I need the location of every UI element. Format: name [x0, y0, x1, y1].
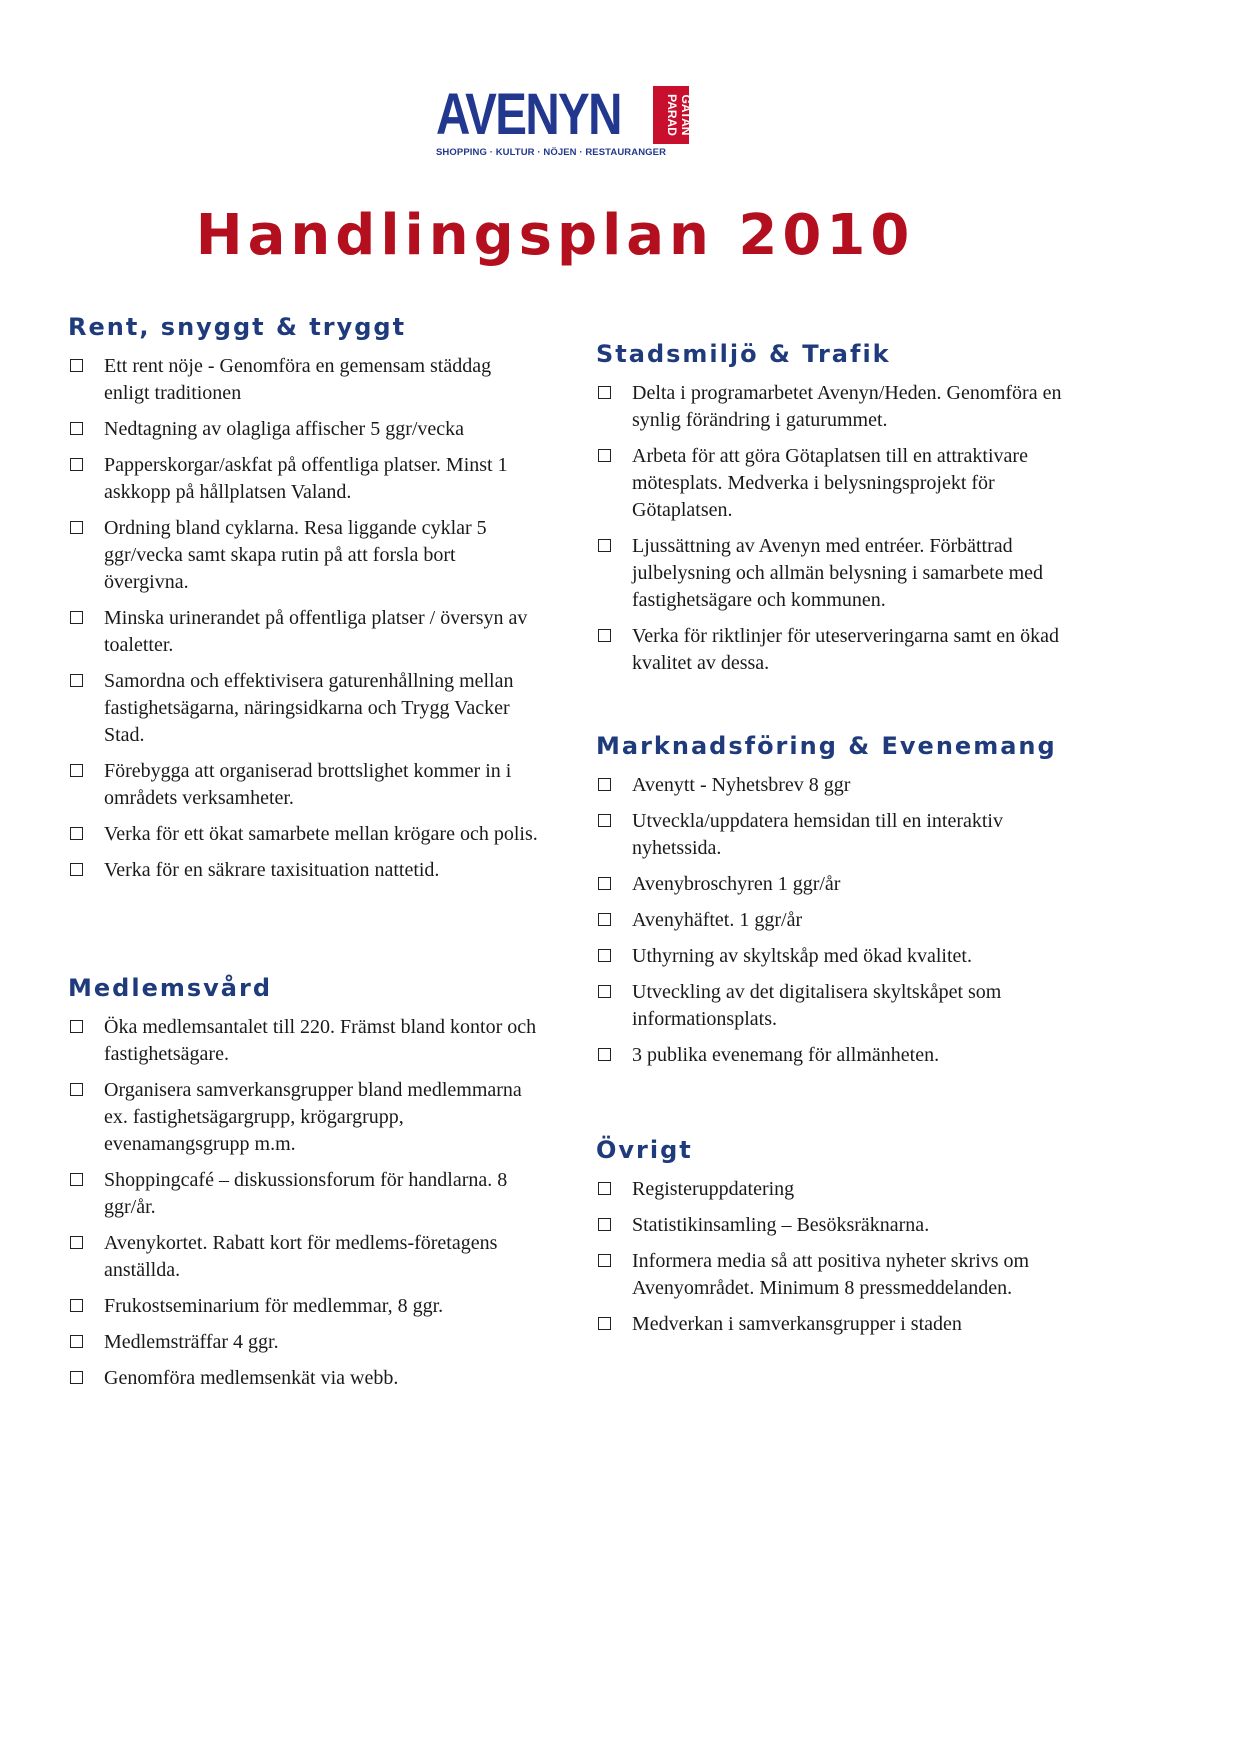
checklist-item-text: Avenytt - Nyhetsbrev 8 ggr — [632, 774, 851, 796]
checklist-item-text: Informera media så att positiva nyheter skrivs om Avenyområdet. Minimum 8 pressmeddelanden. — [632, 1250, 1030, 1299]
section-ovrigt — [596, 1134, 1076, 1347]
checklist-item — [596, 871, 1076, 898]
checklist-item-text: Genomföra medlemsenkät via webb. — [104, 1367, 399, 1389]
empty-checkbox-icon[interactable] — [70, 359, 83, 372]
checklist-item — [596, 1042, 1076, 1069]
checklist-item — [596, 808, 1076, 862]
checklist-item-text: Arbeta för att göra Götaplatsen till en attraktivare mötesplats. Medverka i belysningsprojekt för Götaplatsen. — [632, 445, 1028, 521]
checklist-item — [596, 623, 1076, 677]
checklist-item — [68, 821, 538, 848]
section-medlemsvard — [68, 972, 538, 1401]
checklist-item — [68, 1230, 538, 1284]
checklist-item-text: Ljussättning av Avenyn med entréer. Förbättrad julbelysning och allmän belysning i samarbete med fastighetsägare och kommunen. — [632, 535, 1044, 611]
empty-checkbox-icon[interactable] — [598, 449, 611, 462]
checklist-item-text: Avenybroschyren 1 ggr/år — [632, 873, 841, 895]
empty-checkbox-icon[interactable] — [598, 949, 611, 962]
checklist-item-text: Frukostseminarium för medlemmar, 8 ggr. — [104, 1295, 444, 1317]
logo-tag-line-2: GATAN — [679, 94, 693, 136]
empty-checkbox-icon[interactable] — [70, 1083, 83, 1096]
logo-tag-line-1: PARAD — [665, 94, 679, 136]
checklist-item-text: Uthyrning av skyltskåp med ökad kvalitet. — [632, 945, 972, 967]
checklist-item — [596, 1212, 1076, 1239]
checklist-item — [68, 1077, 538, 1158]
empty-checkbox-icon[interactable] — [598, 386, 611, 399]
checklist-item — [68, 758, 538, 812]
checklist-item-text: 3 publika evenemang för allmänheten. — [632, 1044, 940, 1066]
section-heading: Övrigt — [596, 1136, 693, 1164]
checklist-item — [68, 452, 538, 506]
checklist-item-text: Nedtagning av olagliga affischer 5 ggr/vecka — [104, 418, 465, 440]
empty-checkbox-icon[interactable] — [598, 1048, 611, 1061]
checklist-item — [68, 605, 538, 659]
checklist-item — [596, 443, 1076, 524]
empty-checkbox-icon[interactable] — [598, 1218, 611, 1231]
empty-checkbox-icon[interactable] — [70, 521, 83, 534]
section-rent-snyggt-tryggt — [68, 311, 538, 893]
empty-checkbox-icon[interactable] — [598, 778, 611, 791]
checklist — [596, 1176, 1076, 1338]
empty-checkbox-icon[interactable] — [70, 863, 83, 876]
checklist-item-text: Verka för en säkrare taxisituation nattetid. — [104, 859, 440, 881]
section-marknadsforing-evenemang — [596, 730, 1076, 1078]
avenyn-logo — [436, 84, 692, 160]
empty-checkbox-icon[interactable] — [70, 458, 83, 471]
page-title: Handlingsplan 2010 — [195, 203, 915, 268]
checklist-item — [596, 1176, 1076, 1203]
checklist-item — [68, 1365, 538, 1392]
checklist-item-text: Ordning bland cyklarna. Resa liggande cyklar 5 ggr/vecka samt skapa rutin på att forsla bort övergivna. — [104, 517, 487, 593]
empty-checkbox-icon[interactable] — [598, 913, 611, 926]
empty-checkbox-icon[interactable] — [70, 674, 83, 687]
checklist-item-text: Delta i programarbetet Avenyn/Heden. Genomföra en synlig förändring i gaturummet. — [632, 382, 1062, 431]
checklist-item — [68, 1167, 538, 1221]
empty-checkbox-icon[interactable] — [70, 1371, 83, 1384]
checklist — [68, 1014, 538, 1392]
checklist — [596, 772, 1076, 1069]
checklist-item — [596, 907, 1076, 934]
empty-checkbox-icon[interactable] — [70, 422, 83, 435]
checklist-item — [596, 1248, 1076, 1302]
checklist-item-text: Shoppingcafé – diskussionsforum för handlarna. 8 ggr/år. — [104, 1169, 508, 1218]
checklist-item — [68, 668, 538, 749]
logo-wordmark: AVENYN — [436, 82, 621, 147]
checklist-item-text: Samordna och effektivisera gaturenhållning mellan fastighetsägarna, näringsidkarna och Trygg Vacker Stad. — [104, 670, 514, 746]
empty-checkbox-icon[interactable] — [598, 985, 611, 998]
checklist-item — [68, 1014, 538, 1068]
section-stadsmiljo-trafik — [596, 338, 1076, 686]
checklist — [68, 353, 538, 884]
empty-checkbox-icon[interactable] — [70, 1335, 83, 1348]
checklist-item-text: Avenykortet. Rabatt kort för medlems-företagens anställda. — [104, 1232, 498, 1281]
empty-checkbox-icon[interactable] — [598, 1254, 611, 1267]
checklist-item — [596, 1311, 1076, 1338]
empty-checkbox-icon[interactable] — [598, 629, 611, 642]
checklist-item — [68, 1293, 538, 1320]
checklist-item — [596, 380, 1076, 434]
section-heading: Marknadsföring & Evenemang — [596, 732, 1057, 760]
empty-checkbox-icon[interactable] — [598, 877, 611, 890]
checklist-item-text: Medlemsträffar 4 ggr. — [104, 1331, 279, 1353]
section-heading: Medlemsvård — [68, 974, 272, 1002]
checklist-item-text: Förebygga att organiserad brottslighet kommer in i områdets verksamheter. — [104, 760, 512, 809]
checklist-item-text: Statistikinsamling – Besöksräknarna. — [632, 1214, 930, 1236]
checklist-item — [596, 772, 1076, 799]
checklist-item-text: Utveckla/uppdatera hemsidan till en interaktiv nyhetssida. — [632, 810, 1003, 859]
checklist-item-text: Organisera samverkansgrupper bland medlemmarna ex. fastighetsägargrupp, krögargrupp, evenamangsgrupp m.m. — [104, 1079, 522, 1155]
empty-checkbox-icon[interactable] — [70, 1299, 83, 1312]
checklist-item — [68, 1329, 538, 1356]
empty-checkbox-icon[interactable] — [598, 814, 611, 827]
checklist-item-text: Papperskorgar/askfat på offentliga platser. Minst 1 askkopp på hållplatsen Valand. — [104, 454, 508, 503]
empty-checkbox-icon[interactable] — [70, 611, 83, 624]
checklist-item — [596, 943, 1076, 970]
empty-checkbox-icon[interactable] — [70, 764, 83, 777]
empty-checkbox-icon[interactable] — [598, 1182, 611, 1195]
checklist-item-text: Öka medlemsantalet till 220. Främst bland kontor och fastighetsägare. — [104, 1016, 537, 1065]
logo-tagline: SHOPPING · KULTUR · NÖJEN · RESTAURANGER — [436, 147, 667, 158]
empty-checkbox-icon[interactable] — [598, 539, 611, 552]
checklist-item — [68, 857, 538, 884]
checklist-item-text: Ett rent nöje - Genomföra en gemensam städdag enligt traditionen — [104, 355, 492, 404]
checklist-item — [596, 533, 1076, 614]
checklist-item — [68, 353, 538, 407]
checklist-item — [68, 416, 538, 443]
empty-checkbox-icon[interactable] — [598, 1317, 611, 1330]
checklist-item — [68, 515, 538, 596]
empty-checkbox-icon[interactable] — [70, 1173, 83, 1186]
empty-checkbox-icon[interactable] — [70, 1236, 83, 1249]
checklist-item-text: Utveckling av det digitalisera skyltskåpet som informationsplats. — [632, 981, 1002, 1030]
checklist-item-text: Verka för riktlinjer för uteserveringarna samt en ökad kvalitet av dessa. — [632, 625, 1060, 674]
checklist-item-text: Minska urinerandet på offentliga platser / översyn av toaletter. — [104, 607, 528, 656]
section-heading: Stadsmiljö & Trafik — [596, 340, 891, 368]
logo-paradgatan-tag — [653, 86, 693, 144]
checklist — [596, 380, 1076, 677]
checklist-item-text: Registeruppdatering — [632, 1178, 795, 1200]
checklist-item-text: Verka för ett ökat samarbete mellan krögare och polis. — [104, 823, 538, 845]
empty-checkbox-icon[interactable] — [70, 1020, 83, 1033]
empty-checkbox-icon[interactable] — [70, 827, 83, 840]
checklist-item — [596, 979, 1076, 1033]
checklist-item-text: Medverkan i samverkansgrupper i staden — [632, 1313, 962, 1335]
section-heading: Rent, snyggt & tryggt — [68, 313, 407, 341]
checklist-item-text: Avenyhäftet. 1 ggr/år — [632, 909, 803, 931]
